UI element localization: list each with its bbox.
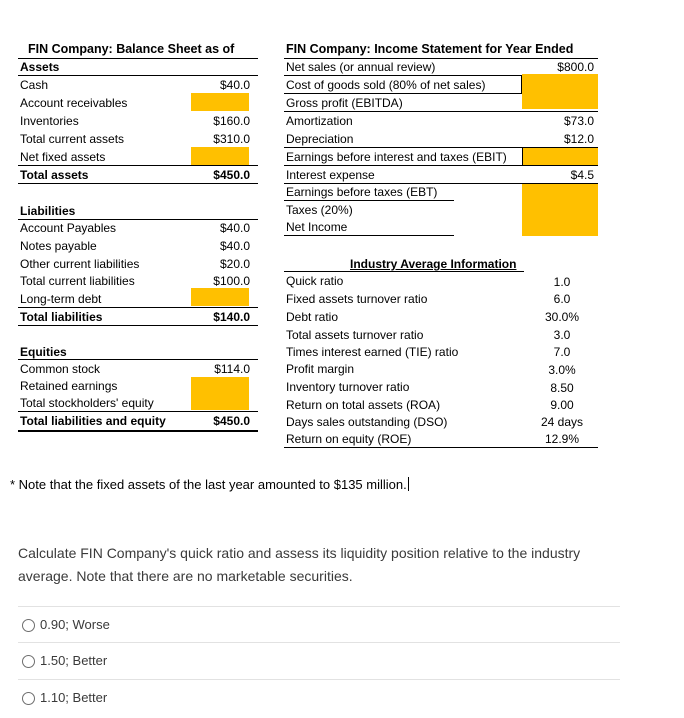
row-label-long-term-debt: Long-term debt — [20, 292, 102, 306]
row-label-total-stockholders-equity: Total stockholders' equity — [20, 396, 154, 410]
is-label-depreciation: Depreciation — [286, 132, 354, 146]
ind-label-profit-margin: Profit margin — [286, 362, 355, 376]
ind-value-fixed-assets-turnover: 6.0 — [553, 292, 571, 306]
is-label-ebt: Earnings before taxes (EBT) — [286, 185, 438, 199]
row-label-net-fixed-assets: Net fixed assets — [20, 150, 106, 164]
liabilities-header: Liabilities — [20, 204, 76, 218]
text-cursor — [408, 477, 409, 491]
row-value-total-liabilities: $140.0 — [213, 310, 250, 324]
row-label-receivables: Account receivables — [20, 96, 128, 110]
is-label-taxes: Taxes (20%) — [286, 203, 353, 217]
ind-label-inventory-turnover: Inventory turnover ratio — [286, 380, 410, 394]
ind-value-profit-margin: 3.0% — [548, 363, 576, 377]
answer-option-1[interactable] — [18, 606, 620, 643]
answer-option-label: 1.10; Better — [40, 690, 108, 705]
is-label-net-income: Net Income — [286, 220, 348, 234]
row-value-account-payables: $40.0 — [219, 221, 250, 235]
answer-option-label: 1.50; Better — [40, 653, 108, 668]
ind-value-roa: 9.00 — [550, 398, 574, 412]
row-label-account-payables: Account Payables — [20, 221, 117, 235]
question-text: Calculate FIN Company's quick ratio and assess its liquidity position relative to the industry average. Note that there are no marketable securities. — [18, 545, 581, 584]
row-value-cash: $40.0 — [219, 78, 250, 92]
is-label-cogs: Cost of goods sold (80% of net sales) — [286, 78, 486, 92]
radio-button[interactable] — [22, 692, 35, 705]
row-label-total-liabilities-equity: Total liabilities and equity — [20, 414, 166, 428]
fixed-assets-note — [10, 476, 409, 494]
is-value-net-sales: $800.0 — [557, 60, 594, 74]
row-label-other-current-liabilities: Other current liabilities — [20, 257, 140, 271]
answer-cell-retained-earnings-equity[interactable] — [191, 377, 249, 410]
ind-label-total-assets-turnover: Total assets turnover ratio — [286, 328, 424, 342]
radio-button[interactable] — [22, 655, 35, 668]
note-text: * Note that the fixed assets of the last year amounted to $135 million. — [10, 477, 407, 492]
answer-cell-cogs-gross-profit[interactable] — [522, 74, 598, 109]
ind-value-roe: 12.9% — [544, 432, 580, 446]
ind-value-inventory-turnover: 8.50 — [550, 381, 574, 395]
row-value-inventories: $160.0 — [213, 114, 250, 128]
answer-cell-ebt-taxes-net-income[interactable] — [522, 184, 598, 236]
is-value-interest-expense: $4.5 — [570, 168, 594, 182]
row-label-total-current-liabilities: Total current liabilities — [20, 274, 135, 288]
balance-sheet-title: FIN Company: Balance Sheet as of — [28, 42, 235, 56]
is-label-net-sales: Net sales (or annual review) — [286, 60, 436, 74]
row-value-total-current-assets: $310.0 — [213, 132, 250, 146]
is-label-ebit: Earnings before interest and taxes (EBIT) — [286, 150, 507, 164]
ind-label-dso: Days sales outstanding (DSO) — [286, 415, 448, 429]
row-value-notes-payable: $40.0 — [219, 239, 250, 253]
ind-value-quick-ratio: 1.0 — [553, 275, 571, 289]
row-value-common-stock: $114.0 — [214, 362, 250, 376]
row-label-total-liabilities: Total liabilities — [20, 310, 103, 324]
row-label-total-current-assets: Total current assets — [20, 132, 125, 146]
industry-title: Industry Average Information — [350, 257, 517, 271]
ind-label-tie-ratio: Times interest earned (TIE) ratio — [286, 345, 459, 359]
ind-label-roe: Return on equity (ROE) — [286, 432, 412, 446]
answer-cell-ebit[interactable] — [523, 148, 598, 165]
ind-value-total-assets-turnover: 3.0 — [553, 328, 571, 342]
ind-label-roa: Return on total assets (ROA) — [286, 398, 441, 412]
row-value-total-current-liabilities: $100.0 — [213, 274, 250, 288]
answer-option-label: 0.90; Worse — [40, 617, 110, 632]
is-label-amortization: Amortization — [286, 114, 353, 128]
is-label-interest-expense: Interest expense — [286, 168, 375, 182]
row-label-total-assets: Total assets — [20, 168, 89, 182]
row-value-total-liabilities-equity: $450.0 — [213, 414, 250, 428]
ind-value-dso: 24 days — [540, 415, 584, 429]
is-value-depreciation: $12.0 — [563, 132, 594, 146]
row-label-notes-payable: Notes payable — [20, 239, 97, 253]
row-label-common-stock: Common stock — [20, 362, 101, 376]
answer-option-2[interactable] — [18, 642, 620, 679]
row-value-other-current-liabilities: $20.0 — [219, 257, 250, 271]
equities-header: Equities — [20, 345, 67, 359]
answer-option-3[interactable] — [18, 679, 620, 716]
radio-button[interactable] — [22, 619, 35, 632]
ind-label-debt-ratio: Debt ratio — [286, 310, 339, 324]
answer-cell-net-fixed-assets[interactable] — [191, 147, 249, 165]
row-label-retained-earnings: Retained earnings — [20, 379, 118, 393]
answer-cell-receivables[interactable] — [191, 93, 249, 111]
answer-cell-long-term-debt[interactable] — [191, 288, 249, 306]
is-value-amortization: $73.0 — [563, 114, 594, 128]
is-label-gross-profit: Gross profit (EBITDA) — [286, 96, 403, 110]
ind-value-debt-ratio: 30.0% — [544, 310, 580, 324]
row-label-cash: Cash — [20, 78, 49, 92]
income-statement-title: FIN Company: Income Statement for Year Ended — [286, 42, 574, 56]
ind-label-fixed-assets-turnover: Fixed assets turnover ratio — [286, 292, 428, 306]
row-label-inventories: Inventories — [20, 114, 79, 128]
ind-label-quick-ratio: Quick ratio — [286, 274, 344, 288]
row-value-total-assets: $450.0 — [213, 168, 250, 182]
ind-value-tie-ratio: 7.0 — [553, 345, 571, 359]
assets-header: Assets — [20, 60, 60, 74]
